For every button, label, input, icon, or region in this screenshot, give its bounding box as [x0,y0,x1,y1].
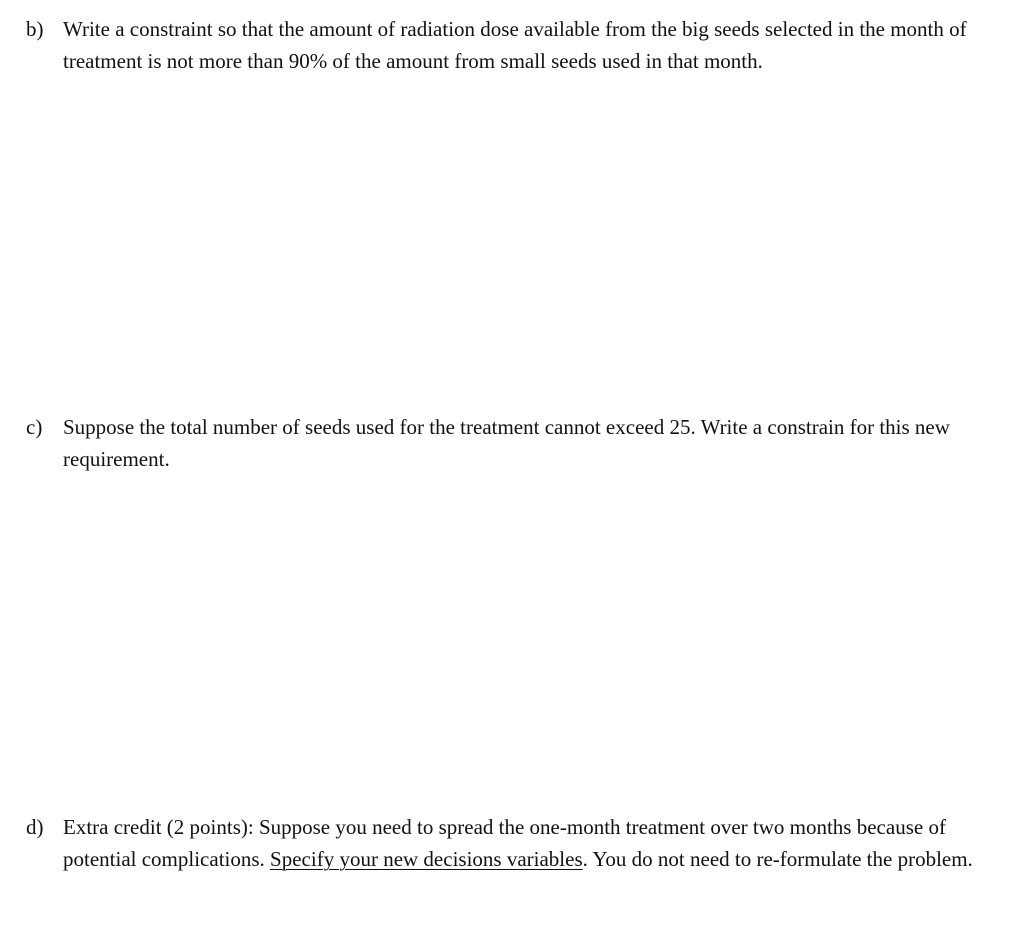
question-d-text [63,812,996,875]
question-b-label: b) [26,17,44,41]
question-d-text-intro: Extra credit (2 points): Suppose you need to spread the one-month treatment over two months because of potential complications. [63,815,946,871]
question-d-underlined-instruction: Specify your new decisions variables [270,846,583,871]
question-d-text-outro: . You do not need to re-formulate the problem. [582,846,973,871]
question-c [26,412,996,475]
question-c-label: c) [26,415,43,439]
question-b [26,14,996,77]
question-c-text: Suppose the total number of seeds used for the treatment cannot exceed 25. Write a constrain for this new requirement. [63,415,950,471]
question-b-text: Write a constraint so that the amount of radiation dose available from the big seeds selected in the month of treatment is not more than 90% of the amount from small seeds used in that month. [63,17,967,73]
question-d-label: d) [26,815,44,839]
question-d [26,812,996,875]
